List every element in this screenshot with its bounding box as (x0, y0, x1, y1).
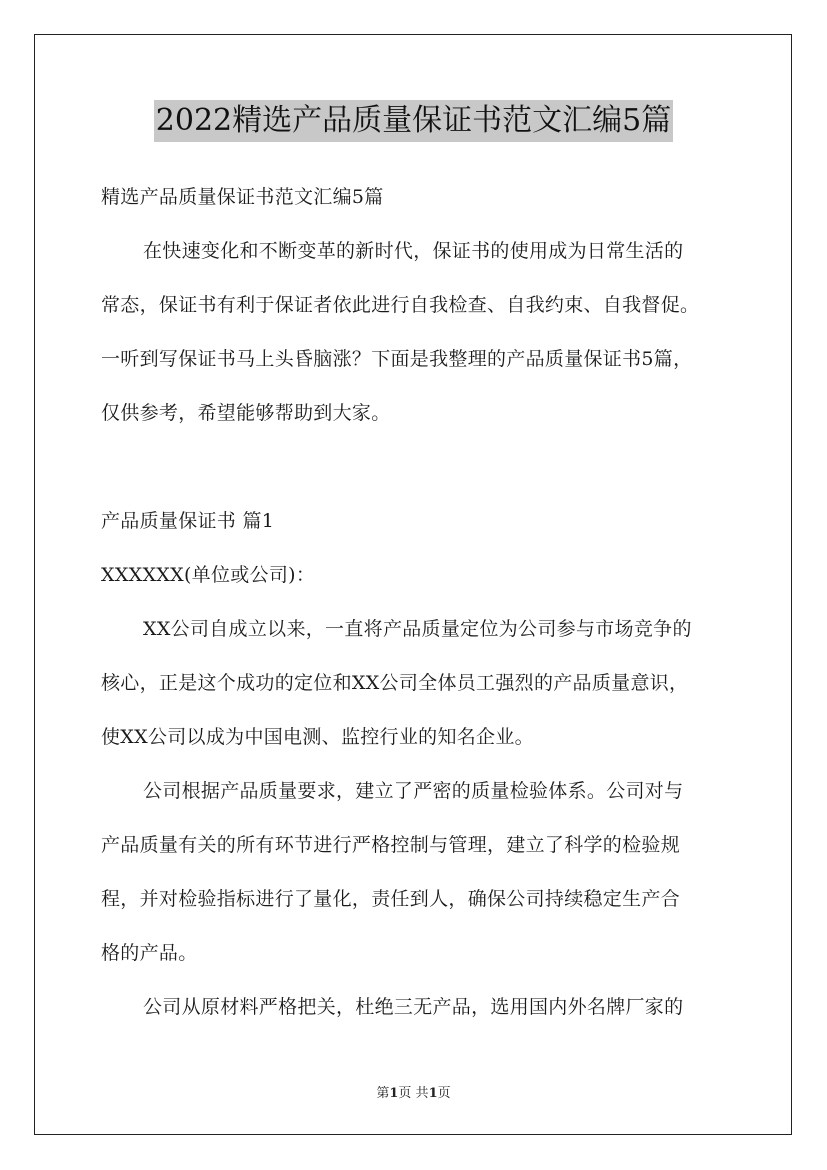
paragraph-line: 公司根据产品质量要求，建立了严密的质量检验体系。公司对与 (143, 780, 684, 802)
intro-line: 一听到写保证书马上头昏脑涨？下面是我整理的产品质量保证书5篇， (101, 348, 693, 370)
page-footer (0, 1082, 827, 1101)
blank-line (101, 440, 731, 494)
page-current: 1 (389, 1086, 399, 1101)
paragraph-line: XX公司自成立以来，一直将产品质量定位为公司参与市场竞争的 (143, 618, 692, 640)
paragraph-line: 格的产品。 (101, 942, 198, 964)
title-container (0, 100, 827, 142)
paragraph-line: 公司从原材料严格把关，杜绝三无产品，选用国内外名牌厂家的 (143, 996, 684, 1018)
paragraph-line: 产品质量有关的所有环节进行严格控制与管理，建立了科学的检验规 (101, 834, 681, 856)
intro-line: 常态，保证书有利于保证者依此进行自我检查、自我约束、自我督促。 (101, 294, 700, 316)
document-body (101, 170, 731, 1034)
paragraph-line: 程，并对检验指标进行了量化，责任到人，确保公司持续稳定生产合 (101, 888, 681, 910)
salutation: XXXXXX(单位或公司)： (101, 564, 316, 586)
page-mid: 页 共 (398, 1086, 429, 1101)
document-title: 2022精选产品质量保证书范文汇编5篇 (154, 100, 673, 142)
intro-line: 在快速变化和不断变革的新时代，保证书的使用成为日常生活的 (143, 240, 684, 262)
page-suffix: 页 (437, 1086, 451, 1101)
intro-line: 仅供参考，希望能够帮助到大家。 (101, 402, 391, 424)
document-subtitle: 精选产品质量保证书范文汇编5篇 (101, 186, 384, 208)
page-prefix: 第 (376, 1086, 390, 1101)
paragraph-line: 使XX公司以成为中国电测、监控行业的知名企业。 (101, 726, 534, 748)
page-total: 1 (428, 1086, 438, 1101)
paragraph-line: 核心，正是这个成功的定位和XX公司全体员工强烈的产品质量意识， (101, 672, 689, 694)
section-heading: 产品质量保证书 篇1 (101, 510, 275, 532)
